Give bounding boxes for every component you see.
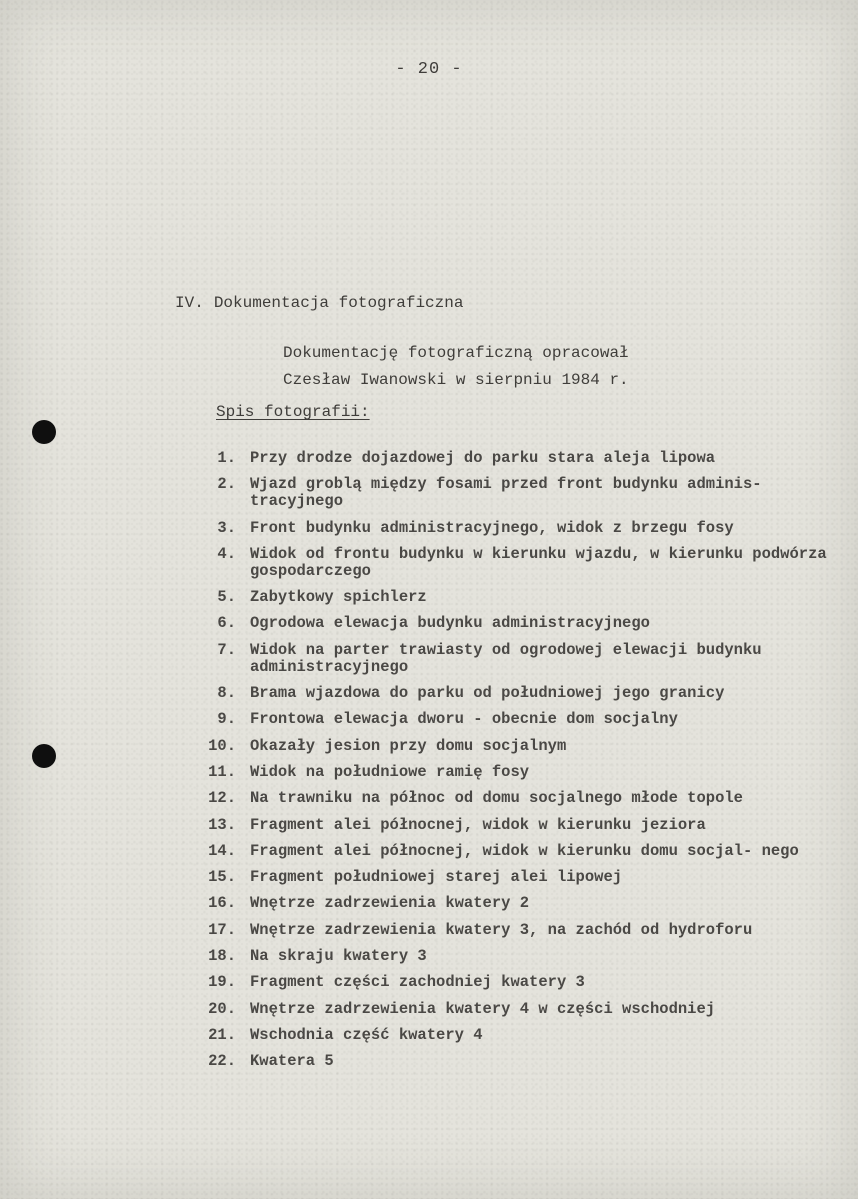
list-item — [190, 642, 830, 676]
list-item — [190, 476, 830, 510]
section-numeral: IV. — [175, 294, 204, 312]
item-text: Okazały jesion przy domu socjalnym — [250, 736, 567, 755]
item-text: Fragment alei północnej, widok w kierunku jeziora — [250, 815, 706, 834]
list-item — [190, 615, 830, 632]
item-text: Wnętrze zadrzewienia kwatery 2 — [250, 894, 530, 913]
item-text: Fragment alei północnej, widok w kierunku domu socjal- nego — [250, 841, 799, 860]
item-number: 11. — [208, 762, 236, 781]
item-number: 10. — [208, 736, 236, 755]
list-item — [190, 546, 830, 580]
item-number: 15. — [208, 868, 236, 887]
photo-list — [190, 450, 830, 1080]
list-item — [190, 974, 830, 991]
item-number: 3. — [217, 518, 236, 537]
list-item — [190, 764, 830, 781]
item-text: Fragment południowej starej alei lipowej — [250, 868, 623, 887]
item-text: Widok od frontu budynku w kierunku wjazdu, w kierunku podwórza gospodarczego — [250, 544, 827, 580]
item-text: Wnętrze zadrzewienia kwatery 3, na zachód od hydroforu — [250, 920, 753, 939]
intro-line: Czesław Iwanowski w sierpniu 1984 r. — [283, 371, 629, 389]
list-item — [190, 922, 830, 939]
item-text: Wjazd groblą między fosami przed front budynku adminis- tracyjnego — [250, 475, 762, 511]
item-text: Ogrodowa elewacja budynku administracyjnego — [250, 614, 650, 633]
item-number: 5. — [217, 588, 236, 607]
item-number: 6. — [217, 614, 236, 633]
item-number: 13. — [208, 815, 236, 834]
list-item — [190, 738, 830, 755]
section-heading — [175, 294, 463, 312]
item-text: Na skraju kwatery 3 — [250, 947, 427, 966]
item-number: 19. — [208, 973, 236, 992]
item-text: Na trawniku na północ od domu socjalnego młode topole — [250, 789, 743, 808]
item-text: Przy drodze dojazdowej do parku stara aleja lipowa — [250, 449, 716, 467]
page-number: - 20 - — [395, 60, 463, 79]
item-text: Front budynku administracyjnego, widok z brzegu fosy — [250, 518, 734, 537]
item-number: 22. — [208, 1052, 236, 1071]
item-text: Fragment części zachodniej kwatery 3 — [250, 973, 585, 992]
list-item — [190, 817, 830, 834]
item-number: 1. — [217, 449, 236, 467]
item-text: Wnętrze zadrzewienia kwatery 4 w części wschodniej — [250, 999, 716, 1018]
list-item — [190, 948, 830, 965]
item-text: Widok na południowe ramię fosy — [250, 762, 530, 781]
list-item — [190, 895, 830, 912]
item-number: 8. — [217, 684, 236, 703]
intro-paragraph — [283, 340, 629, 394]
binder-hole — [32, 744, 56, 768]
item-number: 4. — [217, 544, 236, 563]
item-number: 7. — [217, 640, 236, 659]
list-item — [190, 1027, 830, 1044]
item-number: 18. — [208, 947, 236, 966]
list-item — [190, 589, 830, 606]
item-text: Widok na parter trawiasty od ogrodowej elewacji budynku administracyjnego — [250, 640, 762, 676]
section-title: Dokumentacja fotograficzna — [213, 294, 464, 312]
item-number: 2. — [217, 475, 236, 494]
item-number: 17. — [208, 920, 236, 939]
item-text: Frontowa elewacja dworu - obecnie dom socjalny — [250, 710, 678, 729]
item-number: 12. — [208, 789, 236, 808]
list-item — [190, 450, 830, 467]
item-number: 9. — [217, 710, 236, 729]
list-item — [190, 520, 830, 537]
binder-hole — [32, 420, 56, 444]
item-number: 16. — [208, 894, 236, 913]
item-number: 20. — [208, 999, 236, 1018]
list-item — [190, 1053, 830, 1070]
item-text: Zabytkowy spichlerz — [250, 588, 427, 607]
item-text: Wschodnia część kwatery 4 — [250, 1025, 483, 1044]
item-text: Brama wjazdowa do parku od południowej jego granicy — [250, 684, 725, 703]
list-item — [190, 790, 830, 807]
list-item — [190, 869, 830, 886]
item-number: 21. — [208, 1025, 236, 1044]
list-item — [190, 685, 830, 702]
list-item — [190, 843, 830, 860]
list-item — [190, 711, 830, 728]
list-heading: Spis fotografii: — [216, 403, 370, 421]
item-number: 14. — [208, 841, 236, 860]
intro-line: Dokumentację fotograficzną opracował — [283, 344, 629, 362]
list-item — [190, 1001, 830, 1018]
item-text: Kwatera 5 — [250, 1052, 334, 1071]
